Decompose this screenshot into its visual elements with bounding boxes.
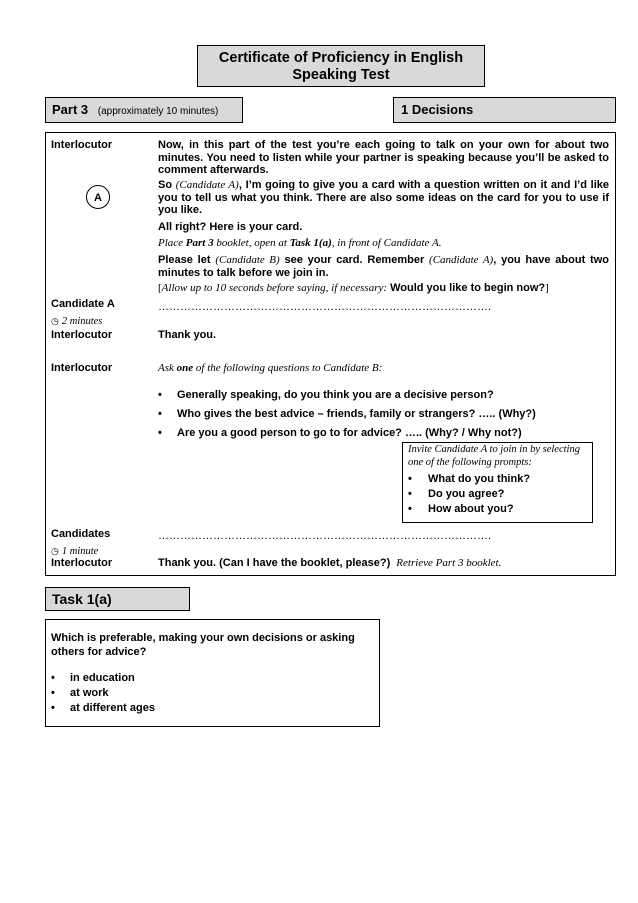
prompt-item: • Do you agree? — [408, 488, 505, 500]
task-question: Which is preferable, making your own decisions or asking others for advice? — [51, 632, 355, 658]
question-item: • Are you a good person to go to for advice? ….. (Why? / Why not?) — [158, 427, 522, 439]
title-line-1: Certificate of Proficiency in English — [218, 50, 464, 66]
candidates-dots: ………………………………………………………………………………. — [158, 530, 492, 542]
test-title — [197, 45, 485, 87]
task-heading: Task 1(a) — [45, 587, 190, 611]
all-right-text: All right? Here is your card. — [158, 221, 303, 233]
question-item: • Generally speaking, do you think you are a decisive person? — [158, 389, 494, 401]
bullet-icon: • — [158, 427, 162, 439]
part-label: Part 3 — [52, 102, 89, 117]
bullet-icon: • — [51, 702, 55, 714]
task-idea: • at work — [51, 687, 109, 699]
interlocutor-label-4: Interlocutor — [51, 557, 113, 569]
topic-label: 1 Decisions — [401, 102, 474, 117]
bullet-icon: • — [51, 672, 55, 684]
bullet-icon: • — [408, 503, 412, 515]
candidate-a-time: ◷ 2 minutes — [51, 316, 103, 327]
candidates-label: Candidates — [51, 528, 111, 540]
invite-instruction: Invite Candidate A to join in by selecting one of the following prompts: — [408, 444, 580, 468]
bullet-icon: • — [158, 389, 162, 401]
interlocutor-label-2: Interlocutor — [51, 329, 113, 341]
so-paragraph: So (Candidate A), I’m going to give you a card with a question written on it and I’d like you to tell us what you think. There are also some ideas on the card for you to use if you like. — [158, 179, 609, 216]
bullet-icon: • — [408, 488, 412, 500]
part-header — [45, 97, 243, 123]
candidate-a-label: Candidate A — [51, 298, 115, 310]
intro-text: Now, in this part of the test you’re each going to talk on your own for about two minutes. You need to listen while your partner is speaking because you’ll be asked to comment afterwards. — [158, 139, 609, 176]
part-duration: (approximately 10 minutes) — [97, 106, 219, 117]
clock-icon: ◷ — [51, 316, 59, 326]
bullet-icon: • — [408, 473, 412, 485]
please-paragraph: Please let (Candidate B) see your card. Remember (Candidate A), you have about two minutes to talk before we join in. — [158, 254, 609, 279]
question-item: • Who gives the best advice – friends, family or strangers? ….. (Why?) — [158, 408, 536, 420]
thank-you-text: Thank you. — [158, 329, 217, 341]
task-idea: • at different ages — [51, 702, 155, 714]
candidate-a-badge: A — [86, 185, 110, 209]
bullet-icon: • — [51, 687, 55, 699]
prompt-item: • What do you think? — [408, 473, 531, 485]
interlocutor-label-3: Interlocutor — [51, 362, 113, 374]
candidates-time: ◷ 1 minute — [51, 546, 99, 557]
ask-instruction: Ask one of the following questions to Candidate B: — [158, 362, 383, 374]
place-instruction: Place Part 3 booklet, open at Task 1(a), in front of Candidate A. — [158, 237, 442, 249]
title-line-2: Speaking Test — [292, 67, 390, 83]
topic-header — [393, 97, 616, 123]
task-idea: • in education — [51, 672, 135, 684]
final-thanks: Thank you. (Can I have the booklet, please?) Retrieve Part 3 booklet. — [158, 557, 502, 569]
prompt-item: • How about you? — [408, 503, 514, 515]
bullet-icon: • — [158, 408, 162, 420]
candidate-a-dots: ………………………………………………………………………………. — [158, 301, 492, 313]
allow-instruction: [Allow up to 10 seconds before saying, if necessary: Would you like to begin now?] — [158, 282, 549, 294]
interlocutor-label: Interlocutor — [51, 139, 113, 151]
clock-icon: ◷ — [51, 546, 59, 556]
